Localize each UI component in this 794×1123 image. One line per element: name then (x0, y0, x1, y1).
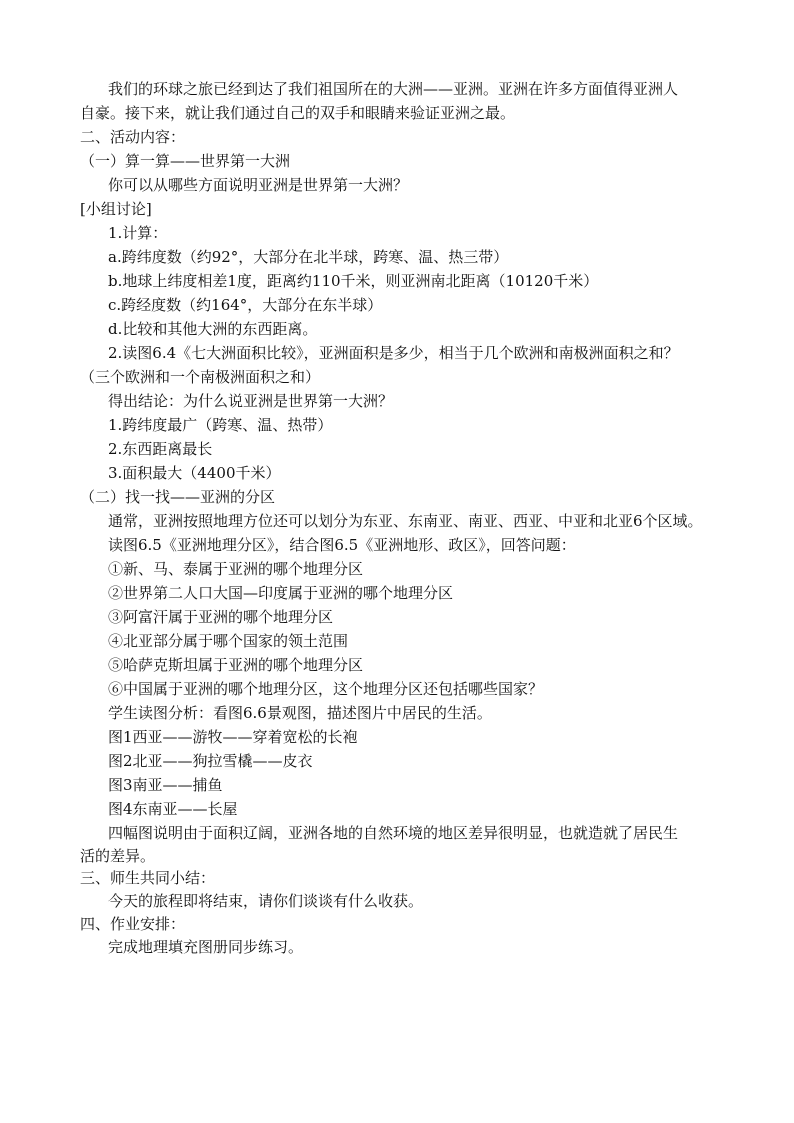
region-question-2: ②世界第二人口大国—印度属于亚洲的哪个地理分区 (108, 584, 454, 602)
intro-line-1: 我们的环球之旅已经到达了我们祖国所在的大洲——亚洲。亚洲在许多方面值得亚洲人 (108, 80, 679, 98)
calc-label: 1.计算： (108, 224, 168, 242)
conclusion-question: 得出结论：为什么说亚洲是世界第一大洲？ (108, 392, 394, 410)
region-question-1: ①新、马、泰属于亚洲的哪个地理分区 (108, 560, 364, 578)
region-question-4: ④北亚部分属于哪个国家的领土范围 (108, 632, 349, 650)
conclusion-1: 1.跨纬度最广（跨寒、温、热带） (108, 416, 333, 434)
conclusion-3: 3.面积最大（4400千米） (108, 464, 281, 482)
part2-heading: （二）找一找——亚洲的分区 (80, 488, 276, 506)
intro-line-2: 自豪。接下来，就让我们通过自己的双手和眼睛来验证亚洲之最。 (80, 104, 516, 122)
part2-text-1: 通常，亚洲按照地理方位还可以划分为东亚、东南亚、南亚、西亚、中亚和北亚6个区域。 (108, 512, 703, 530)
figure-3: 图3南亚——捕鱼 (108, 776, 223, 794)
region-question-3: ③阿富汗属于亚洲的哪个地理分区 (108, 608, 334, 626)
region-question-6: ⑥中国属于亚洲的哪个地理分区，这个地理分区还包括哪些国家？ (108, 680, 544, 698)
calc-item-d: d.比较和其他大洲的东西距离。 (108, 320, 318, 338)
document-page (80, 77, 740, 959)
section-heading-summary: 三、师生共同小结： (80, 869, 216, 887)
part1-question: 你可以从哪些方面说明亚洲是世界第一大洲？ (108, 176, 409, 194)
analysis-text: 学生读图分析：看图6.6景观图，描述图片中居民的生活。 (108, 704, 492, 722)
summary-line-1: 四幅图说明由于面积辽阔，亚洲各地的自然环境的地区差异很明显，也就造就了居民生 (108, 824, 679, 842)
calc-item-b: b.地球上纬度相差1度，距离约110千米，则亚洲南北距离（10120千米） (108, 272, 599, 290)
summary-text: 今天的旅程即将结束，请你们谈谈有什么收获。 (108, 892, 424, 910)
calc-item-c: c.跨经度数（约164°，大部分在东半球） (108, 296, 383, 314)
section-heading-homework: 四、作业安排： (80, 915, 186, 933)
figure-1: 图1西亚——游牧——穿着宽松的长袍 (108, 728, 358, 746)
region-question-5: ⑤哈萨克斯坦属于亚洲的哪个地理分区 (108, 656, 364, 674)
question-2-answer: （三个欧洲和一个南极洲面积之和） (80, 368, 321, 386)
part1-heading: （一）算一算——世界第一大洲 (80, 152, 291, 170)
conclusion-2: 2.东西距离最长 (108, 440, 213, 458)
calc-item-a: a.跨纬度数（约92°，大部分在北半球，跨寒、温、热三带） (108, 248, 509, 266)
homework-text: 完成地理填充图册同步练习。 (108, 938, 304, 956)
figure-2: 图2北亚——狗拉雪橇——皮衣 (108, 752, 313, 770)
discussion-label: [小组讨论] (80, 200, 152, 218)
part2-text-2: 读图6.5《亚洲地理分区》，结合图6.5《亚洲地形、政区》，回答问题： (108, 536, 576, 554)
summary-line-2: 活的差异。 (80, 847, 156, 865)
question-2: 2.读图6.4《七大洲面积比较》，亚洲面积是多少，相当于几个欧洲和南极洲面积之和？ (108, 344, 679, 362)
figure-4: 图4东南亚——长屋 (108, 800, 238, 818)
section-heading-activities: 二、活动内容： (80, 128, 186, 146)
